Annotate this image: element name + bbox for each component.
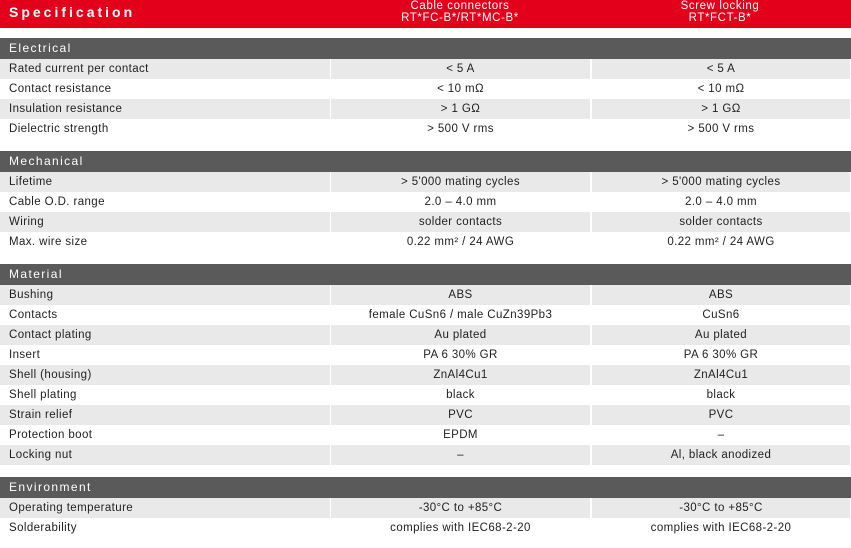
table-row xyxy=(0,192,851,212)
section-title: Environment xyxy=(0,477,851,498)
cell-screw-locking: complies with IEC68-2-20 xyxy=(650,522,792,534)
cell-cable-connectors: – xyxy=(331,445,590,465)
cell-screw-locking: – xyxy=(717,429,725,441)
cell-cable-connectors: complies with IEC68-2-20 xyxy=(390,522,531,534)
cell-screw-locking: Al, black anodized xyxy=(592,445,850,465)
column-header-screw-locking xyxy=(592,0,848,24)
table-row xyxy=(0,385,851,405)
row-label: Strain relief xyxy=(0,405,330,425)
row-label: Cable O.D. range xyxy=(9,196,105,208)
cell-screw-locking: < 10 mΩ xyxy=(697,83,745,95)
table-row xyxy=(0,172,851,192)
column-header-line: RT*FC-B*/RT*MC-B* xyxy=(401,12,519,24)
column-header-line: Cable connectors xyxy=(410,0,510,12)
cell-cable-connectors: 2.0 – 4.0 mm xyxy=(424,196,497,208)
table-row xyxy=(0,405,851,425)
cell-cable-connectors: ABS xyxy=(331,285,590,305)
table-row xyxy=(0,59,851,79)
cell-screw-locking: ABS xyxy=(592,285,850,305)
table-row xyxy=(0,285,851,305)
column-header-line: RT*FCT-B* xyxy=(688,12,752,24)
row-label: Contact plating xyxy=(0,325,330,345)
table-row xyxy=(0,99,851,119)
table-row xyxy=(0,325,851,345)
row-label: Lifetime xyxy=(0,172,330,192)
section-electrical xyxy=(0,38,851,139)
row-label: Dielectric strength xyxy=(9,123,109,135)
cell-cable-connectors: PA 6 30% GR xyxy=(423,349,498,361)
column-header-line: Screw locking xyxy=(680,0,760,12)
cell-cable-connectors: > 1 GΩ xyxy=(331,99,590,119)
row-label: Rated current per contact xyxy=(0,59,330,79)
cell-screw-locking: < 5 A xyxy=(592,59,850,79)
table-header xyxy=(0,0,851,28)
cell-screw-locking: ZnAl4Cu1 xyxy=(592,365,850,385)
cell-cable-connectors: ZnAl4Cu1 xyxy=(331,365,590,385)
cell-screw-locking: solder contacts xyxy=(592,212,850,232)
cell-cable-connectors: 0.22 mm² / 24 AWG xyxy=(406,236,515,248)
cell-cable-connectors: solder contacts xyxy=(331,212,590,232)
cell-cable-connectors: > 500 V rms xyxy=(427,123,494,135)
cell-screw-locking: > 5'000 mating cycles xyxy=(592,172,850,192)
cell-cable-connectors: female CuSn6 / male CuZn39Pb3 xyxy=(368,309,553,321)
row-label: Bushing xyxy=(0,285,330,305)
table-row xyxy=(0,445,851,465)
table-row xyxy=(0,518,851,538)
cell-cable-connectors: < 5 A xyxy=(331,59,590,79)
cell-screw-locking: > 500 V rms xyxy=(687,123,755,135)
row-label: Protection boot xyxy=(9,429,93,441)
row-label: Wiring xyxy=(0,212,330,232)
cell-screw-locking: Au plated xyxy=(592,325,850,345)
cell-cable-connectors: EPDM xyxy=(443,429,478,441)
table-row xyxy=(0,305,851,325)
cell-cable-connectors: -30°C to +85°C xyxy=(331,498,590,518)
cell-screw-locking: -30°C to +85°C xyxy=(592,498,850,518)
row-label: Locking nut xyxy=(0,445,330,465)
table-title: Specification xyxy=(9,4,136,20)
cell-screw-locking: PVC xyxy=(592,405,850,425)
cell-screw-locking: 0.22 mm² / 24 AWG xyxy=(667,236,775,248)
row-label: Max. wire size xyxy=(9,236,88,248)
row-label: Shell plating xyxy=(9,389,77,401)
row-label: Contact resistance xyxy=(9,83,112,95)
cell-screw-locking: 2.0 – 4.0 mm xyxy=(685,196,757,208)
cell-screw-locking: CuSn6 xyxy=(702,309,740,321)
column-header-cable-connectors xyxy=(330,0,590,24)
cell-screw-locking: > 1 GΩ xyxy=(592,99,850,119)
section-title: Electrical xyxy=(0,38,851,59)
table-row xyxy=(0,212,851,232)
table-row xyxy=(0,79,851,99)
row-label: Shell (housing) xyxy=(0,365,330,385)
table-row xyxy=(0,345,851,365)
cell-screw-locking: black xyxy=(706,389,736,401)
cell-screw-locking: PA 6 30% GR xyxy=(683,349,759,361)
cell-cable-connectors: > 5'000 mating cycles xyxy=(331,172,590,192)
row-label: Insulation resistance xyxy=(0,99,330,119)
cell-cable-connectors: Au plated xyxy=(331,325,590,345)
cell-cable-connectors: < 10 mΩ xyxy=(437,83,484,95)
section-title: Material xyxy=(0,264,851,285)
row-label: Contacts xyxy=(9,309,58,321)
section-mechanical xyxy=(0,151,851,252)
table-row xyxy=(0,232,851,252)
section-material xyxy=(0,264,851,465)
section-environment xyxy=(0,477,851,538)
table-row xyxy=(0,365,851,385)
row-label: Solderability xyxy=(9,522,77,534)
row-label: Insert xyxy=(9,349,41,361)
row-label: Operating temperature xyxy=(0,498,330,518)
table-row xyxy=(0,498,851,518)
cell-cable-connectors: PVC xyxy=(331,405,590,425)
table-row xyxy=(0,119,851,139)
cell-cable-connectors: black xyxy=(446,389,475,401)
section-title: Mechanical xyxy=(0,151,851,172)
table-row xyxy=(0,425,851,445)
